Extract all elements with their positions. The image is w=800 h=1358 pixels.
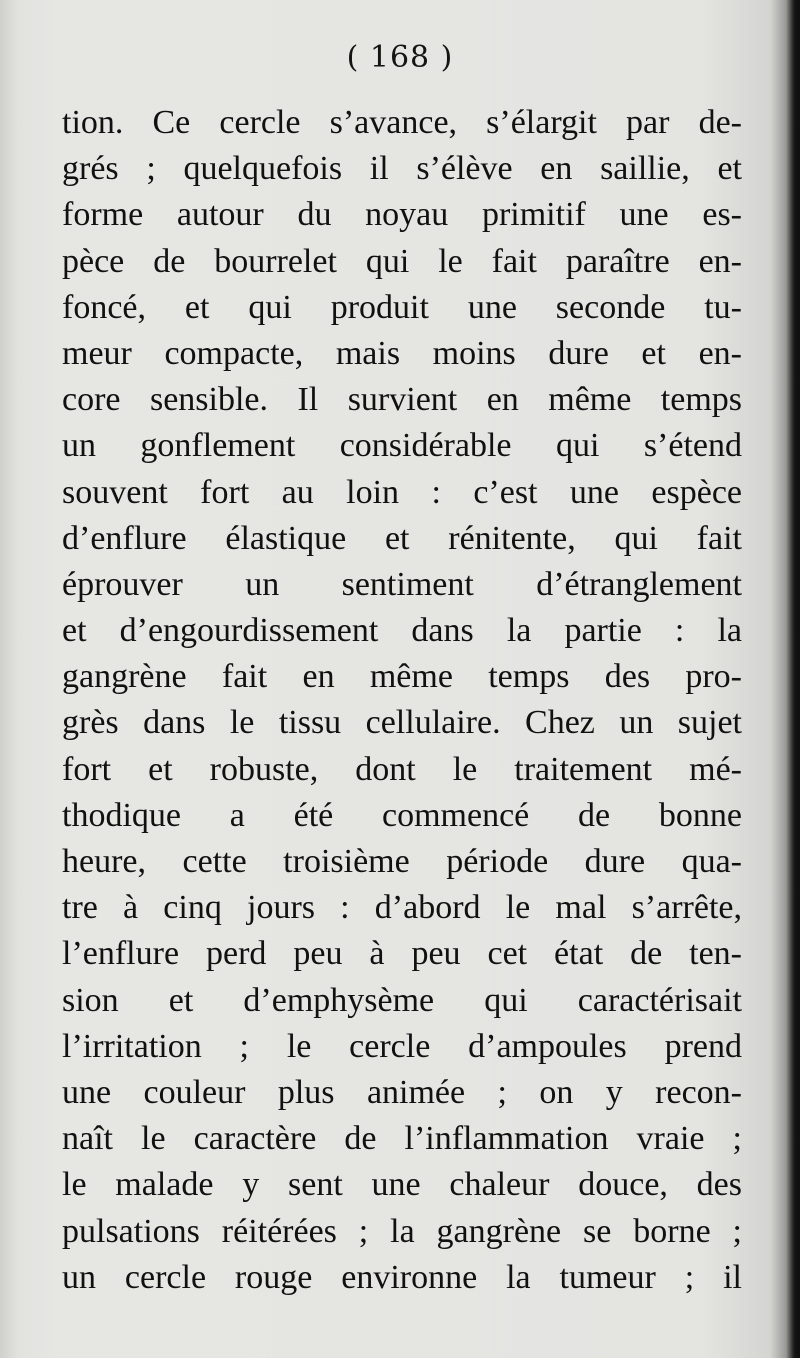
text-line: forme autour du noyau primitif une es-	[62, 196, 742, 234]
text-line: core sensible. Il survient en même temps	[62, 381, 742, 419]
text-line: un gonflement considérable qui s’étend	[62, 427, 742, 465]
text-line: et d’engourdissement dans la partie : la	[62, 612, 742, 650]
text-line: tion. Ce cercle s’avance, s’élargit par de-	[62, 104, 742, 141]
text-line: souvent fort au loin : c’est une espèce	[62, 473, 742, 511]
text-line: éprouver un sentiment d’étranglement	[62, 565, 742, 603]
text-line: thodique a été commencé de bonne	[62, 796, 742, 834]
text-line: d’enflure élastique et rénitente, qui fait	[62, 519, 742, 557]
page-edge-shadow	[786, 0, 800, 1358]
text-line: fort et robuste, dont le traitement mé-	[62, 750, 742, 788]
text-line: grés ; quelquefois il s’élève en saillie, et	[62, 150, 742, 188]
text-line: sion et d’emphysème qui caractérisait	[62, 981, 742, 1019]
text-line: pèce de bourrelet qui le fait paraître en-	[62, 242, 742, 280]
page-number: ( 168 )	[346, 40, 454, 75]
text-line: tre à cinq jours : d’abord le mal s’arrête,	[62, 889, 742, 927]
text-line: l’enflure perd peu à peu cet état de ten-	[62, 935, 742, 973]
text-line: une couleur plus animée ; on y recon-	[62, 1073, 742, 1111]
text-line: heure, cette troisième période dure qua-	[62, 843, 742, 880]
text-line: un cercle rouge environne la tumeur ; il	[62, 1258, 742, 1296]
text-line: meur compacte, mais moins dure et en-	[62, 334, 742, 372]
text-line: l’irritation ; le cercle d’ampoules prend	[62, 1027, 742, 1065]
text-line: gangrène fait en même temps des pro-	[62, 658, 742, 696]
text-line: le malade y sent une chaleur douce, des	[62, 1166, 742, 1204]
text-line: foncé, et qui produit une seconde tu-	[62, 288, 742, 326]
text-line: naît le caractère de l’inflammation vraie ;	[62, 1120, 742, 1158]
text-line: grès dans le tissu cellulaire. Chez un sujet	[62, 704, 742, 742]
text-line: pulsations réitérées ; la gangrène se borne ;	[62, 1212, 742, 1250]
body-text	[62, 100, 742, 1301]
